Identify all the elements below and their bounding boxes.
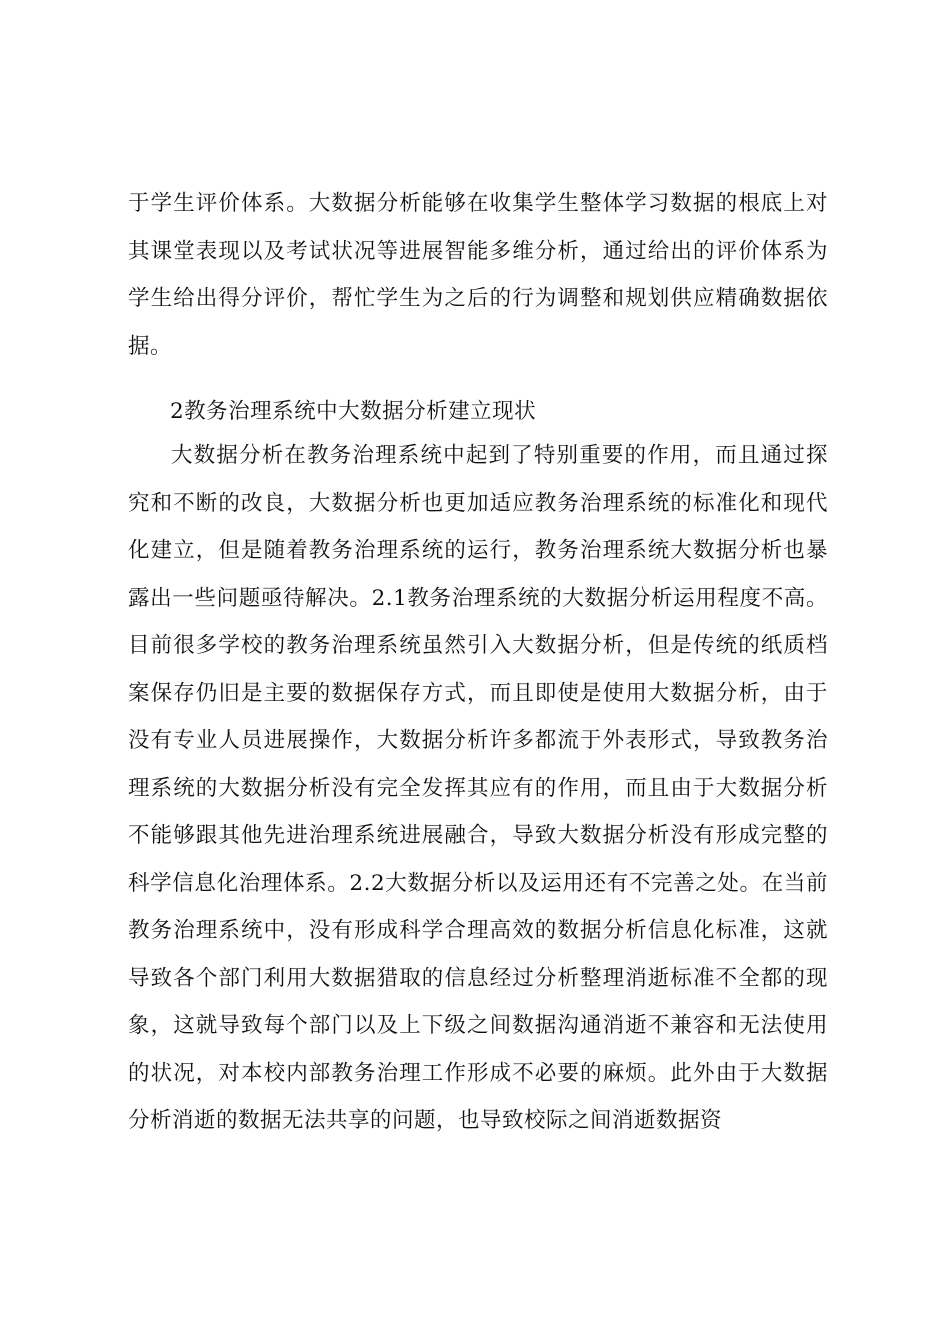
paragraph-student-evaluation: 于学生评价体系。大数据分析能够在收集学生整体学习数据的根底上对其课堂表现以及考试状况等进展智能多维分析，通过给出的评价体系为学生给出得分评价，帮忙学生为之后的行为调整和规划供应精确数据依据。: [128, 191, 828, 359]
paragraph-current-status: 大数据分析在教务治理系统中起到了特别重要的作用，而且通过探究和不断的改良，大数据分析也更加适应教务治理系统的标准化和现代化建立，但是随着教务治理系统的运行，教务治理系统大数据分析也暴露出一些问题亟待解决。2.1教务治理系统的大数据分析运用程度不高。目前很多学校的教务治理系统虽然引入大数据分析，但是传统的纸质档案保存仍旧是主要的数据保存方式，而且即使是使用大数据分析，由于没有专业人员进展操作，大数据分析许多都流于外表形式，导致教务治理系统的大数据分析没有完全发挥其应有的作用，而且由于大数据分析不能够跟其他先进治理系统进展融合，导致大数据分析没有形成完整的科学信息化治理体系。2.2大数据分析以及运用还有不完善之处。在当前教务治理系统中，没有形成科学合理高效的数据分析信息化标准，这就导致各个部门利用大数据猎取的信息经过分析整理消逝标准不全都的现象，这就导致每个部门以及上下级之间数据沟通消逝不兼容和无法使用的状况，对本校内部教务治理工作形成不必要的麻烦。此外由于大数据分析消逝的数据无法共享的问题，也导致校际之间消逝数据资: [128, 443, 828, 1133]
section-heading: 2教务治理系统中大数据分析建立现状: [170, 399, 537, 424]
